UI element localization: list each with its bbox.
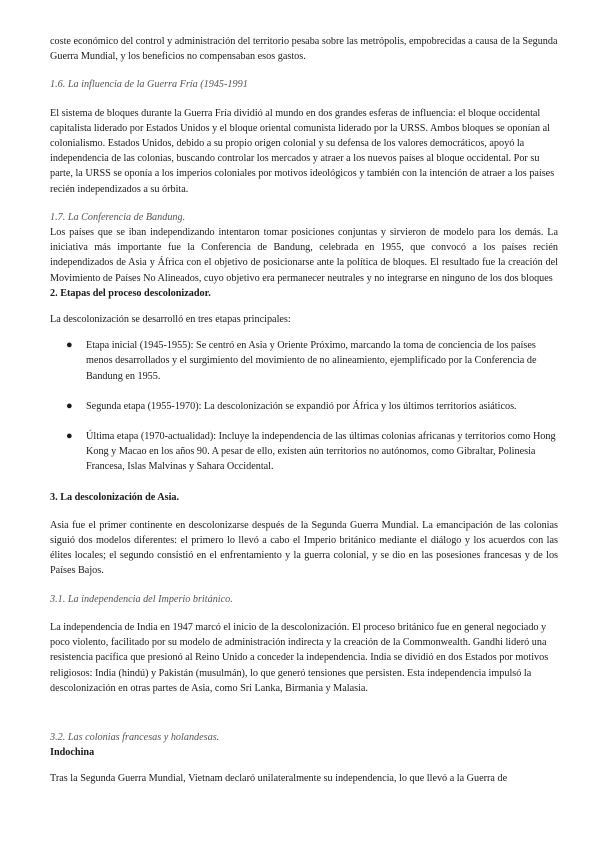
- section-3-body: Asia fue el primer continente en descolonizarse después de la Segunda Guerra Mundial. La emancipación de las colonias siguió dos modelos diferentes: el primero lo llevó a cabo el Imperio británico mediante el diálogo y los acuerdos con las élites locales; el segundo consistió en el enfrentamiento y la guerra colonial, y se dio en las posesiones francesas y de los Países Bajos.: [50, 519, 558, 577]
- list-item-text: Segunda etapa (1955-1970): La descolonización se expandió por África y los últimos territorios asiáticos.: [86, 400, 517, 412]
- list-item: [66, 399, 558, 414]
- section-1-7-body: Los países que se iban independizando intentaron tomar posiciones conjuntas y sirvieron de modelo para los demás. La iniciativa más importante fue la Conferencia de Bandung, celebrada en 1955, que convocó a los países recién independizados de Asia y África con el objetivo de posicionarse ante la política de bloques. El resultado fue la creación del Movimiento de Países No Alineados, cuyo objetivo era permanecer neutrales y no integrarse en ninguno de los dos bloques: [50, 227, 558, 284]
- list-item-text: Última etapa (1970-actualidad): Incluye la independencia de las últimas colonias africanas y territorios como Hong Kong y Macao en los años 90. A pesar de ello, existen aún territorios no autónomos, como Gibraltar, Polinesia Francesa, Islas Malvinas y Sahara Occidental.: [86, 431, 556, 473]
- list-item: [66, 429, 558, 475]
- document-page: [50, 34, 558, 787]
- section-2-intro: La descolonización se desarrolló en tres etapas principales:: [50, 314, 291, 326]
- intro-paragraph: coste económico del control y administración del territorio pesaba sobre las metrópolis, empobrecidas a causa de la Segunda Guerra Mundial, y los beneficios no compensaban esos gastos.: [50, 36, 558, 63]
- section-3-2-subheading: Indochina: [50, 747, 95, 759]
- section-1-7-heading: 1.7. La Conferencia de Bandung.: [50, 211, 186, 223]
- section-3-1-body: La independencia de India en 1947 marcó el inicio de la descolonización. El proceso británico fue en general negociado y poco violento, facilitado por su modelo de administración indirecta y la creación de la Commonwealth. Gandhi lideró una resistencia pacífica que presionó al Reino Unido a conceder la independencia. India se dividió en dos Estados por motivos religiosos: India (hindú) y Pakistán (musulmán), lo que generó tensiones que persisten. Esta independencia impulsó la descolonización en otras partes de Asia, como Sri Lanka, Birmania y Malasia.: [50, 621, 549, 694]
- section-3-2-body: Tras la Segunda Guerra Mundial, Vietnam declaró unilateralmente su independencia, lo que llevó a la Guerra de: [50, 773, 508, 785]
- bullet-icon: ●: [66, 399, 73, 412]
- section-3-1-heading: 3.1. La independencia del Imperio británico.: [50, 593, 233, 605]
- list-item-text: Etapa inicial (1945-1955): Se centró en Asia y Oriente Próximo, marcando la toma de conciencia de los países menos desarrollados y el surgimiento del movimiento de no alineamiento, ejemplificado por la Conferencia de Bandung en 1955.: [86, 340, 537, 382]
- bullet-icon: ●: [66, 430, 73, 443]
- section-1-6-body: El sistema de bloques durante la Guerra Fría dividió al mundo en dos grandes esferas de influencia: el bloque occidental capitalista liderado por Estados Unidos y el bloque oriental comunista liderado por la URSS. Ambos bloques se oponían al colonialismo. Estados Unidos, debido a su propio origen colonial y su defensa de los valores democráticos, apoyó la independencia de las colonias, buscando controlar los mercados y atraer a los nuevos países al bloque occidental. Por su parte, la URSS se oponía a los imperios coloniales por motivos ideológicos y también con la intención de atraer a los países recién independizados a su órbita.: [50, 107, 555, 195]
- section-1-6-heading: 1.6. La influencia de la Guerra Fría (1945-1991: [50, 79, 248, 91]
- section-3-heading: 3. La descolonización de Asia.: [50, 491, 180, 503]
- bullet-icon: ●: [66, 339, 73, 352]
- section-2-heading: 2. Etapas del proceso descolonizador.: [50, 287, 211, 299]
- list-item: [66, 338, 558, 384]
- stages-list: [50, 338, 558, 474]
- section-3-2-heading: 3.2. Las colonias francesas y holandesas.: [50, 731, 220, 743]
